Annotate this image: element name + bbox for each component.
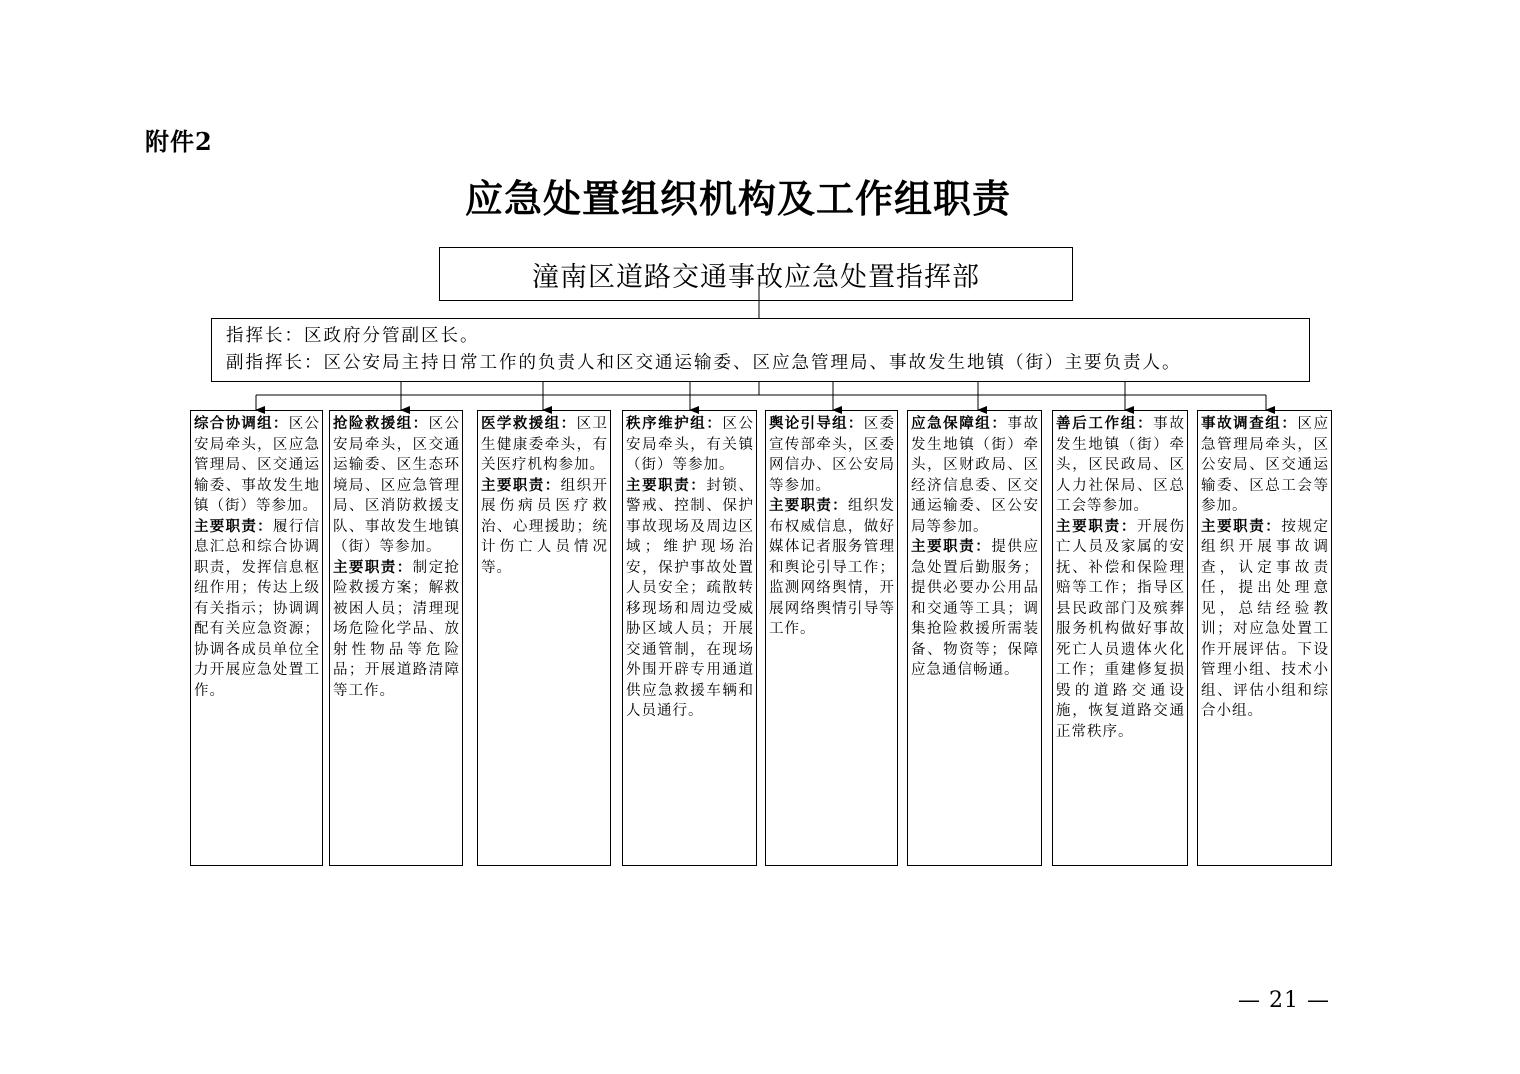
duty-label: 主要职责： xyxy=(769,497,848,514)
group-duties: 履行信息汇总和综合协调职责，发挥信息枢纽作用；传达上级有关指示；协调调配有关应急资源；协调各成员单位全力开展应急处置工作。 xyxy=(194,518,321,699)
group-box-public-opinion xyxy=(765,410,898,866)
attachment-label: 附件2 xyxy=(145,127,213,156)
group-duties: 按规定组织开展事故调查，认定事故责任，提出处理意见，总结经验教训；对应急处置工作开展评估。下设管理小组、技术小组、评估小组和综合小组。 xyxy=(1201,518,1330,719)
group-duties: 制定抢险救援方案；解救被困人员；清理现场危险化学品、放射性物品等危险品；开展道路清障等工作。 xyxy=(333,559,461,699)
group-box-aftermath xyxy=(1052,410,1188,866)
group-members: 区应急管理局牵头，区公安局、区交通运输委、区总工会等参加。 xyxy=(1201,416,1330,514)
group-name: 应急保障组： xyxy=(911,415,1008,432)
group-members: 区公安局牵头，区应急管理局、区交通运输委、事故发生地镇（街）等参加。 xyxy=(194,416,321,514)
group-box-order-maintenance xyxy=(622,410,757,866)
group-duties: 提供应急处置后勤服务；提供必要办公用品和交通等工具；调集抢险救援所需装备、物资等；保障应急通信畅通。 xyxy=(911,539,1040,678)
group-box-emergency-support xyxy=(907,410,1042,866)
duty-label: 主要职责： xyxy=(333,558,413,576)
group-name: 综合协调组： xyxy=(194,415,289,432)
duty-label: 主要职责： xyxy=(1201,517,1282,535)
duty-label: 主要职责： xyxy=(194,517,273,535)
group-name: 秩序维护组： xyxy=(626,415,723,432)
group-members: 区委宣传部牵头，区委网信办、区公安局等参加。 xyxy=(769,416,896,494)
page-number: — 21 — xyxy=(1238,988,1330,1013)
commander-text: 指挥长：区政府分管副区长。 xyxy=(226,326,480,346)
group-name: 善后工作组： xyxy=(1056,415,1154,432)
group-duties: 组织发布权威信息，做好媒体记者服务管理和舆论引导工作；监测网络舆情，开展网络舆情引导等工作。 xyxy=(769,498,896,637)
group-name: 抢险救援组： xyxy=(333,415,429,432)
group-members: 事故发生地镇（街）牵头，区财政局、区经济信息委、区交通运输委、区公安局等参加。 xyxy=(911,416,1040,535)
group-duties: 封锁、警戒、控制、保护事故现场及周边区域；维护现场治安，保护事故处置人员安全；疏散转移现场和周边受威胁区域人员；开展交通管制，在现场外围开辟专用通道供应急救援车辆和人员通行。 xyxy=(626,477,755,719)
duty-label: 主要职责： xyxy=(911,538,992,555)
duty-label: 主要职责： xyxy=(1056,517,1138,535)
page-title: 应急处置组织机构及工作组职责 xyxy=(464,176,1011,221)
group-box-comprehensive-coordination xyxy=(190,410,323,866)
group-duties: 开展伤亡人员及家属的安抚、补偿和保险理赔等工作；指导区县民政部门及殡葬服务机构做好事故死亡人员遗体火化工作；重建修复损毁的道路交通设施，恢复道路交通正常秩序。 xyxy=(1056,518,1186,740)
group-duties: 组织开展伤病员医疗救治、心理援助；统计伤亡人员情况等。 xyxy=(481,477,609,576)
group-members: 区公安局牵头，区交通运输委、区生态环境局、区应急管理局、区消防救援支队、事故发生地镇（街）等参加。 xyxy=(333,416,461,555)
deputy-commander-text: 副指挥长：区公安局主持日常工作的负责人和区交通运输委、区应急管理局、事故发生地镇（街）主要负责人。 xyxy=(226,353,1182,373)
group-box-rescue xyxy=(329,410,463,866)
group-name: 事故调查组： xyxy=(1201,415,1298,432)
group-box-medical-rescue xyxy=(477,410,611,866)
group-members: 区卫生健康委牵头，有关医疗机构参加。 xyxy=(481,416,609,473)
duty-label: 主要职责： xyxy=(626,476,707,494)
group-members: 区公安局牵头，有关镇（街）等参加。 xyxy=(626,416,755,473)
group-members: 事故发生地镇（街）牵头，区民政局、区人力社保局、区总工会等参加。 xyxy=(1056,416,1186,514)
duty-label: 主要职责： xyxy=(481,476,561,494)
group-box-accident-investigation xyxy=(1197,410,1332,866)
headquarters-label: 潼南区道路交通事故应急处置指挥部 xyxy=(532,261,980,293)
group-name: 舆论引导组： xyxy=(769,415,864,432)
group-name: 医学救援组： xyxy=(481,415,577,432)
